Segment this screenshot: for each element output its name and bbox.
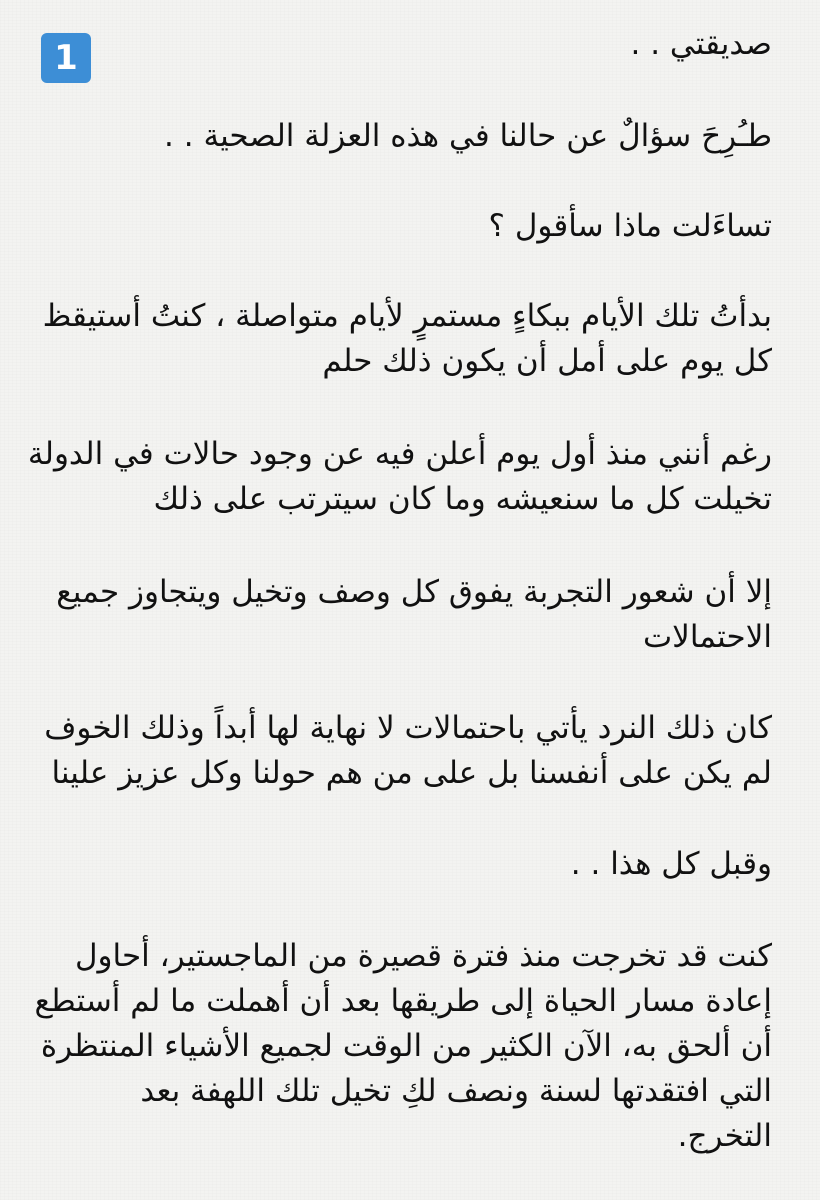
paragraph-experience [28, 570, 772, 660]
text-line: كان ذلك النرد يأتي باحتمالات لا نهاية لها أبداً وذلك الخوف [44, 710, 772, 746]
paragraph-wondering [28, 204, 772, 249]
text-line: كل يوم على أمل أن يكون ذلك حلم [322, 342, 772, 379]
paragraph-question [28, 114, 772, 159]
paragraph-graduation [28, 934, 772, 1159]
text-line: وقبل كل هذا . . [570, 846, 772, 882]
text-line: إعادة مسار الحياة إلى طريقها بعد أن أهملت ما لم أستطع [34, 982, 772, 1019]
text-line: أن ألحق به، الآن الكثير من الوقت لجميع الأشياء المنتظرة [40, 1027, 772, 1064]
text-line: التي افتقدتها لسنة ونصف لكِ تخيل تلك اللهفة بعد [140, 1072, 772, 1109]
text-line: صديقتي . . [630, 26, 772, 62]
paragraph-dice [28, 706, 772, 796]
text-line: لم يكن على أنفسنا بل على من هم حولنا وكل عزيز علينا [51, 754, 772, 791]
text-line: رغم أنني منذ أول يوم أعلن فيه عن وجود حالات في الدولة [27, 436, 772, 472]
text-line: كنت قد تخرجت منذ فترة قصيرة من الماجستير، أحاول [75, 938, 772, 974]
paragraph-before-all [28, 842, 772, 887]
page-number-badge: 1 [41, 33, 91, 83]
text-line: بدأتُ تلك الأيام ببكاءٍ مستمرٍ لأيام متواصلة ، كنتُ أستيقظ [42, 298, 772, 334]
text-line: التخرج. [677, 1117, 772, 1154]
text-line: الاحتمالات [642, 618, 772, 655]
text-line: تخيلت كل ما سنعيشه وما كان سيترتب على ذلك [153, 480, 772, 517]
text-line: تساءَلت ماذا سأقول ؟ [488, 208, 772, 244]
text-line: طـُرِحَ سؤالٌ عن حالنا في هذه العزلة الصحية . . [164, 118, 772, 154]
paragraph-greeting [28, 22, 772, 67]
paragraph-first-day [28, 432, 772, 522]
text-line: إلا أن شعور التجربة يفوق كل وصف وتخيل ويتجاوز جميع [56, 574, 772, 610]
paragraph-crying [28, 294, 772, 384]
